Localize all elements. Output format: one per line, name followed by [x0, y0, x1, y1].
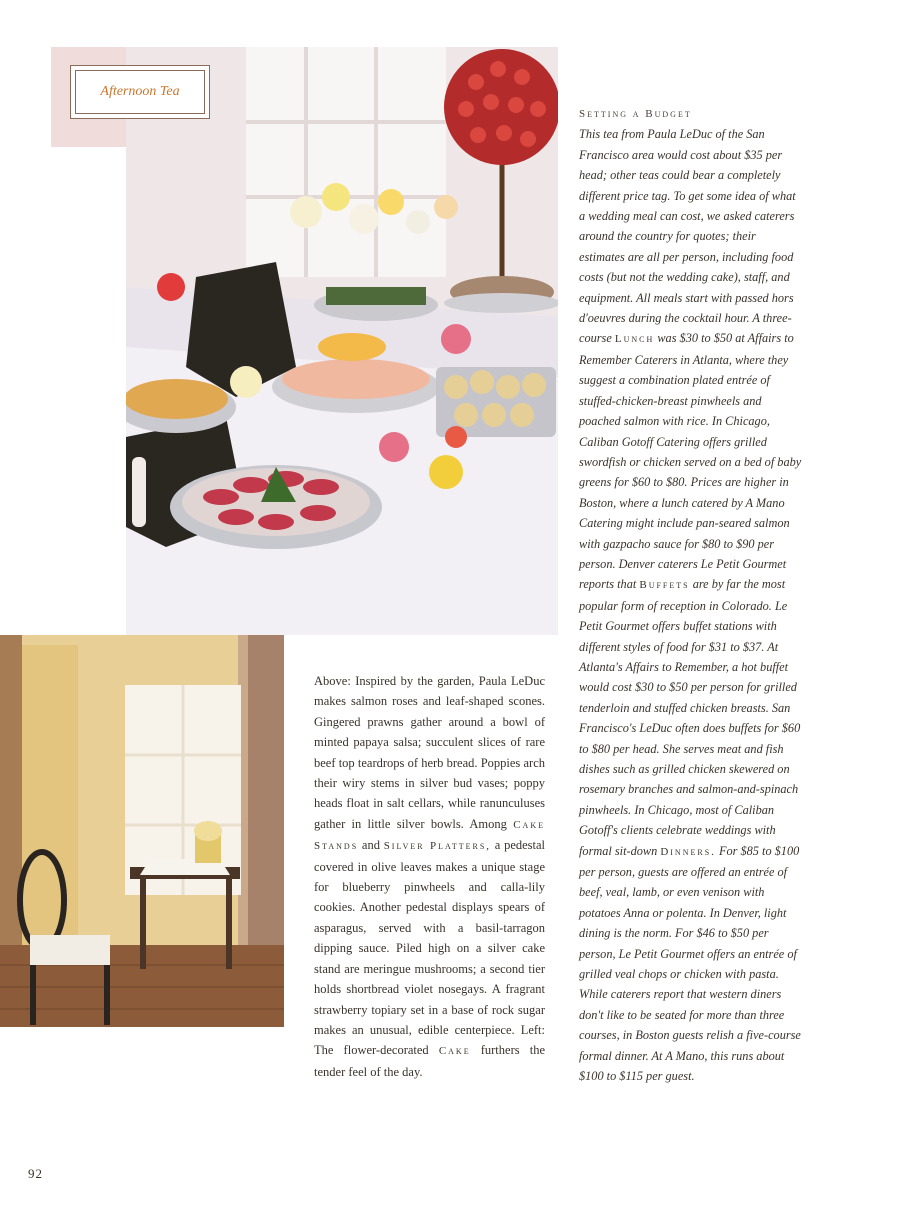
- caption-smallcaps-1: Cake Stands: [314, 818, 545, 853]
- sidebar-text-2: was $30 to $50 at Affairs to Remember Caterers in Atlanta, where they suggest a combination plated entrée of stuffed-chicken-breast pinwheels and poached salmon with rice. In Chicago, Caliban Gotoff Catering offers grilled swordfish or chicken served on a bed of baby greens for $60 to $80. Prices are higher in Boston, where a lunch catered by A Mano Catering might include pan-seared salmon with gazpacho sauce for $80 to $90 per person. Denver caterers Le Petit Gourmet reports that: [579, 331, 802, 592]
- sidebar-smallcaps-lunch: Lunch: [614, 333, 655, 346]
- caption-smallcaps-2: Silver Platters,: [383, 840, 492, 853]
- photo-caption: [314, 671, 545, 1082]
- sidebar-heading: Setting a Budget: [579, 108, 692, 120]
- tea-table-photo: [126, 47, 558, 635]
- dining-room-illustration: [0, 635, 284, 1027]
- sidebar-text-1: This tea from Paula LeDuc of the San Francisco area would cost about $35 per head; other teas could bear a completely different price tag. To get some idea of what a wedding meal can cost, we asked caterers around the country for quotes; their estimates are all per person, including food costs (but not the wedding cake), staff, and equipment. All meals start with passed hors d'oeuvres during the cocktail hour. A three-course: [579, 127, 796, 346]
- dining-room-photo: [0, 635, 284, 1027]
- caption-text-4: furthers the tender feel of the day.: [314, 1043, 545, 1079]
- tea-table-illustration: [126, 47, 558, 635]
- page-number: 92: [28, 1166, 43, 1181]
- budget-sidebar: [579, 104, 804, 1087]
- caption-text-2: and: [361, 838, 380, 853]
- sidebar-smallcaps-dinners: Dinners.: [660, 845, 716, 858]
- caption-text-1: Above: Inspired by the garden, Paula LeDuc makes salmon roses and leaf-shaped scones. Gingered prawns gather around a bowl of minted papaya salsa; succulent slices of rare beef top teardrops of herb bread. Poppies arch their wiry stems in silver bud vases; poppy heads float in salt cellars, while ranunculuses gather in little silver bowls. Among: [314, 674, 545, 831]
- caption-smallcaps-3: Cake: [438, 1045, 471, 1058]
- sidebar-text-3: are by far the most popular form of reception in Colorado. Le Petit Gourmet offers buffet stations with different styles of food for $31 to $37. At Atlanta's Affairs to Remember, a hot buffet would cost $30 to $50 per person for grilled tenderloin and stuffed chicken breasts. San Francisco's LeDuc often does buffets for $60 to $80 per head. She serves meat and fish dishes such as grilled chicken skewered on rosemary branches and salmon-and-spinach pinwheels. In Chicago, most of Caliban Gotoff's clients celebrate weddings with formal sit-down: [579, 577, 801, 858]
- section-label-text: Afternoon Tea: [75, 70, 205, 114]
- sidebar-smallcaps-buffets: Buffets: [639, 579, 690, 592]
- section-label: [70, 65, 210, 119]
- caption-text-3: a pedestal covered in olive leaves makes a unique stage for blueberry pinwheels and calla-lily cookies. Another pedestal displays spears of asparagus, served with a basil-tarragon dipping sauce. Piled high on a silver cake stand are meringue mushrooms; a second tier holds shortbread violet nosegays. A fragrant strawberry topiary set in a base of rock sugar makes an unusual, edible centerpiece. Left: The flower-decorated: [314, 838, 546, 1058]
- sidebar-text-4: For $85 to $100 per person, guests are offered an entrée of beef, veal, lamb, or even venison with potatoes Anna or polenta. In Denver, light dining is the norm. For $46 to $50 per person, Le Petit Gourmet offers an entrée of grilled veal chops or chicken with pasta. While caterers report that western diners don't like to be seated for more than three courses, in Boston guests relish a five-course formal dinner. At A Mano, this runs about $100 to $115 per guest.: [579, 843, 801, 1084]
